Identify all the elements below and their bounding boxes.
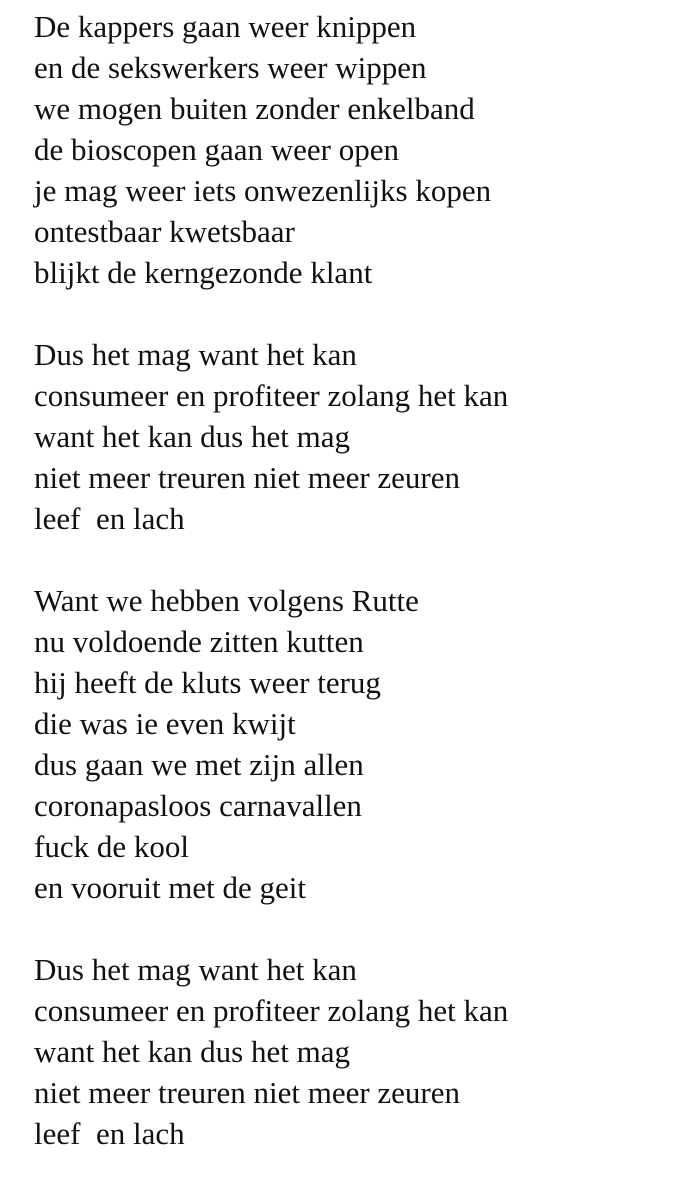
poem-line: Dus het mag want het kan [34, 952, 357, 987]
poem-line: niet meer treuren niet meer zeuren [34, 460, 461, 495]
poem-line: fuck de kool [34, 829, 189, 864]
poem-line: hij heeft de kluts weer terug [34, 665, 381, 700]
poem-line: en vooruit met de geit [34, 870, 307, 905]
poem-line: want het kan dus het mag [34, 419, 350, 454]
poem-line: blijkt de kerngezonde klant [34, 255, 373, 290]
poem-line: Want we hebben volgens Rutte [34, 583, 419, 618]
poem-line: Dus het mag want het kan [34, 337, 357, 372]
stanza-3 [34, 580, 684, 908]
poem-text [34, 6, 684, 1195]
poem-line: we mogen buiten zonder enkelband [34, 91, 475, 126]
poem-line: nu voldoende zitten kutten [34, 624, 364, 659]
poem-line: consumeer en profiteer zolang het kan [34, 378, 509, 413]
stanza-2 [34, 334, 684, 539]
poem-line: ontestbaar kwetsbaar [34, 214, 295, 249]
poem-line: die was ie even kwijt [34, 706, 296, 741]
poem-line: en de sekswerkers weer wippen [34, 50, 427, 85]
poem-line: want het kan dus het mag [34, 1034, 350, 1069]
stanza-1 [34, 6, 684, 293]
poem-line: leef en lach [34, 501, 185, 536]
poem-line: De kappers gaan weer knippen [34, 9, 417, 44]
poem-line: je mag weer iets onwezenlijks kopen [34, 173, 492, 208]
poem-line: coronapasloos carnavallen [34, 788, 362, 823]
stanza-4 [34, 949, 684, 1154]
poem-line: dus gaan we met zijn allen [34, 747, 364, 782]
poem-line: niet meer treuren niet meer zeuren [34, 1075, 461, 1110]
poem-line: leef en lach [34, 1116, 185, 1151]
poem-line: consumeer en profiteer zolang het kan [34, 993, 509, 1028]
poem-line: de bioscopen gaan weer open [34, 132, 399, 167]
